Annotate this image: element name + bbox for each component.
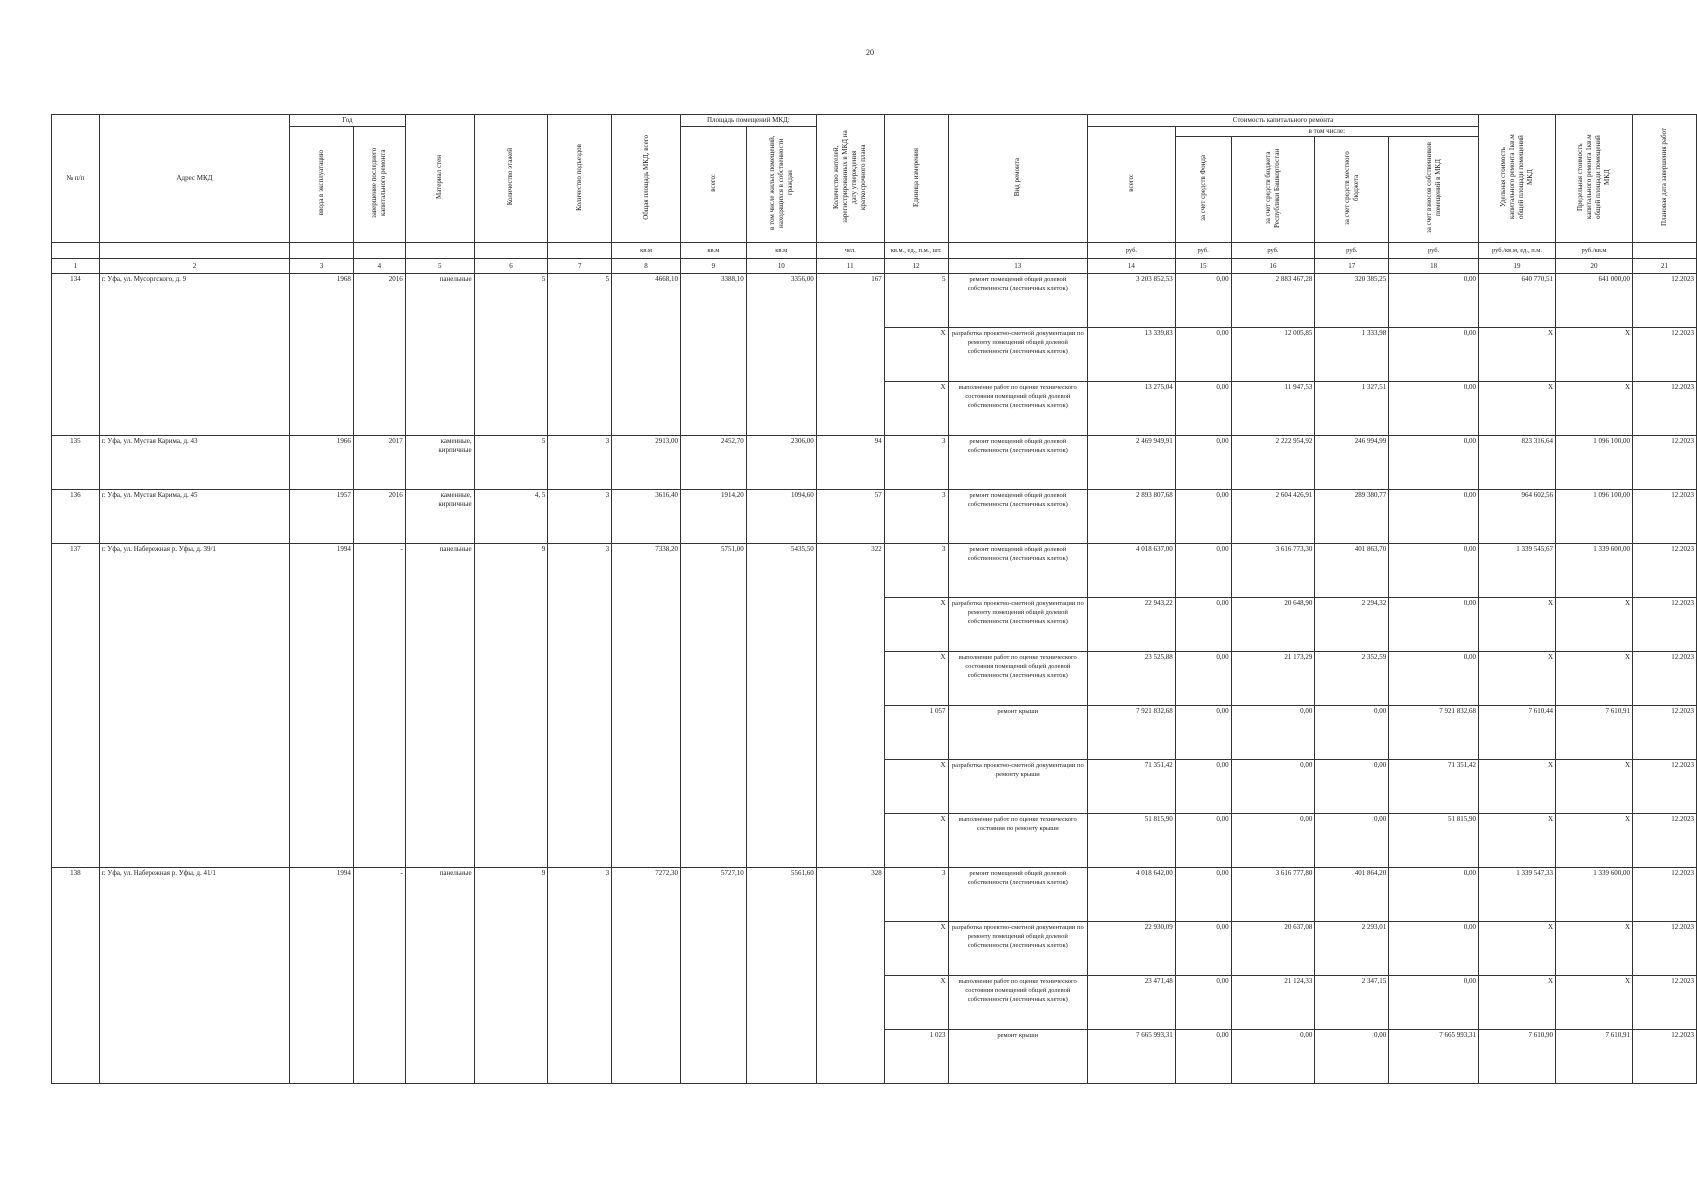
specific-cost-cell: Х bbox=[1479, 598, 1556, 652]
unit-cell: 3 bbox=[884, 544, 948, 598]
republic-budget-cell: 11 947,53 bbox=[1231, 382, 1315, 436]
unit-label: чел. bbox=[816, 243, 884, 259]
unit-label: кв.м bbox=[612, 243, 681, 259]
local-budget-cell: 0,00 bbox=[1315, 706, 1389, 760]
specific-cost-cell: Х bbox=[1479, 814, 1556, 868]
specific-cost-cell: Х bbox=[1479, 922, 1556, 976]
address-cell: г. Уфа, ул. Мустая Карима, д. 43 bbox=[99, 436, 289, 490]
max-cost-cell: 1 096 100,00 bbox=[1556, 490, 1633, 544]
owners-cell: 51 815,90 bbox=[1389, 814, 1479, 868]
cost-total-cell: 22 943,22 bbox=[1088, 598, 1176, 652]
column-number: 21 bbox=[1633, 259, 1697, 274]
floors-cell: 9 bbox=[474, 544, 548, 868]
unit-label: руб. bbox=[1315, 243, 1389, 259]
premises-total-cell: 5751,00 bbox=[680, 544, 746, 868]
cost-total-cell: 23 471,48 bbox=[1088, 976, 1176, 1030]
plan-date-cell: 12.2023 bbox=[1633, 598, 1697, 652]
work-type-cell: ремонт помещений общей долевой собственности (лестничных клеток) bbox=[948, 544, 1088, 598]
fund-cell: 0,00 bbox=[1175, 868, 1231, 922]
owners-cell: 0,00 bbox=[1389, 382, 1479, 436]
work-type-cell: ремонт крыши bbox=[948, 1030, 1088, 1084]
wall-material-cell: панельные bbox=[405, 868, 474, 1084]
local-budget-cell: 1 333,98 bbox=[1315, 328, 1389, 382]
wall-material-cell: каменные, кирпичные bbox=[405, 436, 474, 490]
header-cost-group: Стоимость капитального ремонта bbox=[1088, 115, 1479, 127]
commission-year-cell: 1966 bbox=[290, 436, 354, 490]
max-cost-cell: Х bbox=[1556, 976, 1633, 1030]
wall-material-cell: панельные bbox=[405, 544, 474, 868]
total-area-cell: 7338,20 bbox=[612, 544, 681, 868]
owners-cell: 0,00 bbox=[1389, 328, 1479, 382]
total-area-cell: 3616,40 bbox=[612, 490, 681, 544]
specific-cost-cell: 964 602,56 bbox=[1479, 490, 1556, 544]
address-cell: г. Уфа, ул. Набережная р. Уфы, д. 39/1 bbox=[99, 544, 289, 868]
plan-date-cell: 12.2023 bbox=[1633, 652, 1697, 706]
residents-cell: 328 bbox=[816, 868, 884, 1084]
residents-cell: 94 bbox=[816, 436, 884, 490]
column-number: 1 bbox=[52, 259, 100, 274]
commission-year-cell: 1994 bbox=[290, 544, 354, 868]
column-number: 17 bbox=[1315, 259, 1389, 274]
unit-cell: Х bbox=[884, 760, 948, 814]
total-area-cell: 2913,00 bbox=[612, 436, 681, 490]
premises-citizens-cell: 5561,60 bbox=[746, 868, 816, 1084]
specific-cost-cell: 640 770,51 bbox=[1479, 274, 1556, 328]
header-year-group: Год bbox=[290, 115, 406, 127]
address-cell: г. Уфа, ул. Мустая Карима, д. 45 bbox=[99, 490, 289, 544]
cost-total-cell: 2 469 949,91 bbox=[1088, 436, 1176, 490]
wall-material-cell: каменные, кирпичные bbox=[405, 490, 474, 544]
table-row bbox=[52, 544, 1697, 598]
unit-cell: Х bbox=[884, 382, 948, 436]
specific-cost-cell: Х bbox=[1479, 382, 1556, 436]
local-budget-cell: 0,00 bbox=[1315, 1030, 1389, 1084]
column-number: 2 bbox=[99, 259, 289, 274]
specific-cost-cell: 7 610,90 bbox=[1479, 1030, 1556, 1084]
unit-label: руб./кв.м bbox=[1556, 243, 1633, 259]
header-address: Адрес МКД bbox=[99, 115, 289, 243]
residents-cell: 57 bbox=[816, 490, 884, 544]
owners-cell: 0,00 bbox=[1389, 652, 1479, 706]
work-type-cell: ремонт помещений общей долевой собственности (лестничных клеток) bbox=[948, 490, 1088, 544]
max-cost-cell: 1 339 600,00 bbox=[1556, 868, 1633, 922]
row-number: 136 bbox=[52, 490, 100, 544]
work-type-cell: ремонт помещений общей долевой собственности (лестничных клеток) bbox=[948, 868, 1088, 922]
max-cost-cell: 641 000,00 bbox=[1556, 274, 1633, 328]
max-cost-cell: Х bbox=[1556, 760, 1633, 814]
premises-citizens-cell: 2306,00 bbox=[746, 436, 816, 490]
local-budget-cell: 2 347,15 bbox=[1315, 976, 1389, 1030]
republic-budget-cell: 12 005,85 bbox=[1231, 328, 1315, 382]
specific-cost-cell: Х bbox=[1479, 652, 1556, 706]
cost-total-cell: 71 351,42 bbox=[1088, 760, 1176, 814]
plan-date-cell: 12.2023 bbox=[1633, 814, 1697, 868]
local-budget-cell: 2 294,32 bbox=[1315, 598, 1389, 652]
column-number: 14 bbox=[1088, 259, 1176, 274]
cost-total-cell: 4 018 637,00 bbox=[1088, 544, 1176, 598]
specific-cost-cell: 1 339 547,33 bbox=[1479, 868, 1556, 922]
unit-cell: Х bbox=[884, 976, 948, 1030]
commission-year-cell: 1968 bbox=[290, 274, 354, 436]
last-repair-cell: 2017 bbox=[353, 436, 405, 490]
unit-cell: Х bbox=[884, 814, 948, 868]
entrances-cell: 3 bbox=[548, 868, 612, 1084]
specific-cost-cell: 1 339 545,67 bbox=[1479, 544, 1556, 598]
unit-cell: 3 bbox=[884, 436, 948, 490]
header-premises-citizens: в том числе жилых помещений, находящихся в собственности граждан bbox=[767, 135, 794, 231]
fund-cell: 0,00 bbox=[1175, 652, 1231, 706]
column-number: 20 bbox=[1556, 259, 1633, 274]
row-number: 135 bbox=[52, 436, 100, 490]
commission-year-cell: 1957 bbox=[290, 490, 354, 544]
fund-cell: 0,00 bbox=[1175, 1030, 1231, 1084]
header-max-cost: Предельная стоимость капитального ремонта 1кв.м общей площади помещений МКД bbox=[1576, 134, 1611, 220]
column-number: 9 bbox=[680, 259, 746, 274]
republic-budget-cell: 0,00 bbox=[1231, 1030, 1315, 1084]
unit-label: кв.м bbox=[680, 243, 746, 259]
header-last-repair-year: завершение последнего капитального ремонта bbox=[370, 147, 388, 219]
unit-cell: 5 bbox=[884, 274, 948, 328]
owners-cell: 0,00 bbox=[1389, 868, 1479, 922]
premises-citizens-cell: 1094,60 bbox=[746, 490, 816, 544]
republic-budget-cell: 20 637,08 bbox=[1231, 922, 1315, 976]
header-owners: за счет взносов собственников помещений в МКД bbox=[1424, 142, 1442, 234]
header-cost-total: всего: bbox=[1126, 174, 1135, 192]
fund-cell: 0,00 bbox=[1175, 976, 1231, 1030]
header-local-budget: за счет средств местного бюджета bbox=[1342, 151, 1360, 225]
unit-cell: Х bbox=[884, 328, 948, 382]
row-number: 137 bbox=[52, 544, 100, 868]
plan-date-cell: 12.2023 bbox=[1633, 922, 1697, 976]
unit-cell: 3 bbox=[884, 868, 948, 922]
header-floors: Количество этажей bbox=[506, 148, 515, 206]
fund-cell: 0,00 bbox=[1175, 274, 1231, 328]
residents-cell: 167 bbox=[816, 274, 884, 436]
fund-cell: 0,00 bbox=[1175, 544, 1231, 598]
plan-date-cell: 12.2023 bbox=[1633, 436, 1697, 490]
cost-total-cell: 23 525,88 bbox=[1088, 652, 1176, 706]
last-repair-cell: - bbox=[353, 868, 405, 1084]
republic-budget-cell: 0,00 bbox=[1231, 814, 1315, 868]
owners-cell: 0,00 bbox=[1389, 490, 1479, 544]
local-budget-cell: 401 864,20 bbox=[1315, 868, 1389, 922]
header-wall: Материал стен bbox=[435, 155, 444, 199]
column-number: 13 bbox=[948, 259, 1088, 274]
owners-cell: 7 921 832,68 bbox=[1389, 706, 1479, 760]
owners-cell: 71 351,42 bbox=[1389, 760, 1479, 814]
specific-cost-cell: Х bbox=[1479, 328, 1556, 382]
premises-total-cell: 1914,20 bbox=[680, 490, 746, 544]
header-including: в том числе: bbox=[1175, 127, 1478, 137]
address-cell: г. Уфа, ул. Набережная р. Уфы, д. 41/1 bbox=[99, 868, 289, 1084]
last-repair-cell: - bbox=[353, 544, 405, 868]
premises-citizens-cell: 3356,00 bbox=[746, 274, 816, 436]
header-premises-total: всего: bbox=[708, 174, 717, 192]
max-cost-cell: Х bbox=[1556, 814, 1633, 868]
column-number: 3 bbox=[290, 259, 354, 274]
fund-cell: 0,00 bbox=[1175, 760, 1231, 814]
column-number: 7 bbox=[548, 259, 612, 274]
plan-date-cell: 12.2023 bbox=[1633, 382, 1697, 436]
unit-label: кв.м., ед., п.м., шт. bbox=[884, 243, 948, 259]
specific-cost-cell: 7 610,44 bbox=[1479, 706, 1556, 760]
unit-cell: Х bbox=[884, 652, 948, 706]
column-number: 10 bbox=[746, 259, 816, 274]
max-cost-cell: Х bbox=[1556, 328, 1633, 382]
local-budget-cell: 0,00 bbox=[1315, 760, 1389, 814]
max-cost-cell: 7 610,91 bbox=[1556, 1030, 1633, 1084]
unit-cell: 3 bbox=[884, 490, 948, 544]
max-cost-cell: 7 610,91 bbox=[1556, 706, 1633, 760]
last-repair-cell: 2016 bbox=[353, 274, 405, 436]
unit-cell: Х bbox=[884, 922, 948, 976]
header-republic-budget: за счет средств бюджета Республики Башкортостан bbox=[1263, 148, 1281, 228]
floors-cell: 5 bbox=[474, 436, 548, 490]
local-budget-cell: 289 380,77 bbox=[1315, 490, 1389, 544]
column-number: 15 bbox=[1175, 259, 1231, 274]
premises-total-cell: 2452,70 bbox=[680, 436, 746, 490]
column-number: 5 bbox=[405, 259, 474, 274]
column-number: 19 bbox=[1479, 259, 1556, 274]
column-number: 6 bbox=[474, 259, 548, 274]
column-number: 16 bbox=[1231, 259, 1315, 274]
fund-cell: 0,00 bbox=[1175, 328, 1231, 382]
header-entrances: Количество подъездов bbox=[575, 143, 584, 211]
cost-total-cell: 51 815,90 bbox=[1088, 814, 1176, 868]
unit-label: кв.м bbox=[746, 243, 816, 259]
fund-cell: 0,00 bbox=[1175, 436, 1231, 490]
unit-label: руб. bbox=[1088, 243, 1176, 259]
column-number: 4 bbox=[353, 259, 405, 274]
wall-material-cell: панельные bbox=[405, 274, 474, 436]
entrances-cell: 3 bbox=[548, 544, 612, 868]
specific-cost-cell: Х bbox=[1479, 760, 1556, 814]
column-number: 11 bbox=[816, 259, 884, 274]
plan-date-cell: 12.2023 bbox=[1633, 274, 1697, 328]
fund-cell: 0,00 bbox=[1175, 922, 1231, 976]
cost-total-cell: 4 018 642,00 bbox=[1088, 868, 1176, 922]
header-total-area: Общая площадь МКД, всего bbox=[641, 134, 650, 220]
row-number: 134 bbox=[52, 274, 100, 436]
total-area-cell: 4668,10 bbox=[612, 274, 681, 436]
total-area-cell: 7272,30 bbox=[612, 868, 681, 1084]
entrances-cell: 5 bbox=[548, 274, 612, 436]
owners-cell: 0,00 bbox=[1389, 436, 1479, 490]
page-number: 20 bbox=[866, 48, 874, 57]
header-commission-year: ввода в эксплуатацию bbox=[316, 150, 325, 216]
fund-cell: 0,00 bbox=[1175, 382, 1231, 436]
table-row bbox=[52, 436, 1697, 490]
plan-date-cell: 12.2023 bbox=[1633, 544, 1697, 598]
header-residents: Количество жителей, зарегистрированных в МКД на дату утверждения краткосрочного плана bbox=[832, 130, 868, 224]
local-budget-cell: 1 327,51 bbox=[1315, 382, 1389, 436]
cost-total-cell: 13 339,83 bbox=[1088, 328, 1176, 382]
work-type-cell: разработка проектно-сметной документации по ремонту крыши bbox=[948, 760, 1088, 814]
plan-date-cell: 12.2023 bbox=[1633, 1030, 1697, 1084]
work-type-cell: ремонт помещений общей долевой собственности (лестничных клеток) bbox=[948, 436, 1088, 490]
plan-date-cell: 12.2023 bbox=[1633, 868, 1697, 922]
work-type-cell: разработка проектно-сметной документации по ремонту помещений общей долевой собственности (лестничных клеток) bbox=[948, 922, 1088, 976]
republic-budget-cell: 0,00 bbox=[1231, 706, 1315, 760]
republic-budget-cell: 3 616 773,30 bbox=[1231, 544, 1315, 598]
table-row bbox=[52, 274, 1697, 328]
owners-cell: 0,00 bbox=[1389, 544, 1479, 598]
unit-cell: 1 023 bbox=[884, 1030, 948, 1084]
owners-cell: 0,00 bbox=[1389, 922, 1479, 976]
plan-date-cell: 12.2023 bbox=[1633, 490, 1697, 544]
entrances-cell: 3 bbox=[548, 490, 612, 544]
table-row bbox=[52, 868, 1697, 922]
unit-label: руб. bbox=[1389, 243, 1479, 259]
entrances-cell: 3 bbox=[548, 436, 612, 490]
plan-date-cell: 12.2023 bbox=[1633, 760, 1697, 814]
local-budget-cell: 320 385,25 bbox=[1315, 274, 1389, 328]
plan-date-cell: 12.2023 bbox=[1633, 706, 1697, 760]
header-fund: за счет средств Фонда bbox=[1198, 155, 1207, 221]
commission-year-cell: 1994 bbox=[290, 868, 354, 1084]
work-type-cell: ремонт помещений общей долевой собственности (лестничных клеток) bbox=[948, 274, 1088, 328]
republic-budget-cell: 3 616 777,80 bbox=[1231, 868, 1315, 922]
work-type-cell: ремонт крыши bbox=[948, 706, 1088, 760]
plan-date-cell: 12.2023 bbox=[1633, 328, 1697, 382]
premises-total-cell: 3388,10 bbox=[680, 274, 746, 436]
max-cost-cell: 1 096 100,00 bbox=[1556, 436, 1633, 490]
republic-budget-cell: 0,00 bbox=[1231, 760, 1315, 814]
work-type-cell: выполнение работ по оценке технического состояния помещений общей долевой собственности (лестничных клеток) bbox=[948, 382, 1088, 436]
fund-cell: 0,00 bbox=[1175, 706, 1231, 760]
unit-cell: 1 057 bbox=[884, 706, 948, 760]
owners-cell: 7 665 993,31 bbox=[1389, 1030, 1479, 1084]
max-cost-cell: Х bbox=[1556, 382, 1633, 436]
republic-budget-cell: 2 883 467,28 bbox=[1231, 274, 1315, 328]
fund-cell: 0,00 bbox=[1175, 814, 1231, 868]
work-type-cell: выполнение работ по оценке технического состояния по ремонту крыши bbox=[948, 814, 1088, 868]
max-cost-cell: Х bbox=[1556, 922, 1633, 976]
cost-total-cell: 13 275,04 bbox=[1088, 382, 1176, 436]
residents-cell: 322 bbox=[816, 544, 884, 868]
owners-cell: 0,00 bbox=[1389, 274, 1479, 328]
cost-total-cell: 3 203 852,53 bbox=[1088, 274, 1176, 328]
floors-cell: 5 bbox=[474, 274, 548, 436]
max-cost-cell: 1 339 600,00 bbox=[1556, 544, 1633, 598]
floors-cell: 4, 5 bbox=[474, 490, 548, 544]
fund-cell: 0,00 bbox=[1175, 490, 1231, 544]
unit-cell: Х bbox=[884, 598, 948, 652]
specific-cost-cell: Х bbox=[1479, 976, 1556, 1030]
max-cost-cell: Х bbox=[1556, 598, 1633, 652]
republic-budget-cell: 20 648,90 bbox=[1231, 598, 1315, 652]
owners-cell: 0,00 bbox=[1389, 976, 1479, 1030]
work-type-cell: выполнение работ по оценке технического состояния помещений общей долевой собственности (лестничных клеток) bbox=[948, 652, 1088, 706]
local-budget-cell: 0,00 bbox=[1315, 814, 1389, 868]
header-premises-group: Площадь помещений МКД: bbox=[680, 115, 816, 127]
work-type-cell: разработка проектно-сметной документации по ремонту помещений общей долевой собственности (лестничных клеток) bbox=[948, 598, 1088, 652]
republic-budget-cell: 2 222 954,92 bbox=[1231, 436, 1315, 490]
local-budget-cell: 401 863,70 bbox=[1315, 544, 1389, 598]
cost-total-cell: 7 665 993,31 bbox=[1088, 1030, 1176, 1084]
header-num: № п/п bbox=[52, 115, 100, 243]
cost-total-cell: 2 893 807,68 bbox=[1088, 490, 1176, 544]
plan-date-cell: 12.2023 bbox=[1633, 976, 1697, 1030]
header-specific-cost: Удельная стоимость капитального ремонта 1кв.м общей площади помещений МКД bbox=[1499, 134, 1534, 220]
local-budget-cell: 246 994,99 bbox=[1315, 436, 1389, 490]
last-repair-cell: 2016 bbox=[353, 490, 405, 544]
specific-cost-cell: 823 316,64 bbox=[1479, 436, 1556, 490]
local-budget-cell: 2 293,01 bbox=[1315, 922, 1389, 976]
fund-cell: 0,00 bbox=[1175, 598, 1231, 652]
owners-cell: 0,00 bbox=[1389, 598, 1479, 652]
work-type-cell: разработка проектно-сметной документации по ремонту помещений общей долевой собственности (лестничных клеток) bbox=[948, 328, 1088, 382]
header-units: Единица измерения bbox=[911, 147, 920, 207]
republic-budget-cell: 21 173,29 bbox=[1231, 652, 1315, 706]
republic-budget-cell: 2 604 426,91 bbox=[1231, 490, 1315, 544]
max-cost-cell: Х bbox=[1556, 652, 1633, 706]
header-plan-date: Плановая дата завершения работ bbox=[1660, 127, 1668, 227]
cost-total-cell: 22 930,09 bbox=[1088, 922, 1176, 976]
repair-register-table bbox=[51, 114, 1697, 1084]
work-type-cell: выполнение работ по оценке технического состояния помещений общей долевой собственности (лестничных клеток) bbox=[948, 976, 1088, 1030]
floors-cell: 9 bbox=[474, 868, 548, 1084]
table-row bbox=[52, 490, 1697, 544]
column-number: 18 bbox=[1389, 259, 1479, 274]
premises-citizens-cell: 5435,50 bbox=[746, 544, 816, 868]
premises-total-cell: 5727,10 bbox=[680, 868, 746, 1084]
unit-label: руб. bbox=[1175, 243, 1231, 259]
header-work-type: Вид ремонта bbox=[1013, 157, 1022, 197]
address-cell: г. Уфа, ул. Мусоргского, д. 9 bbox=[99, 274, 289, 436]
column-number: 12 bbox=[884, 259, 948, 274]
unit-label: руб. bbox=[1231, 243, 1315, 259]
row-number: 138 bbox=[52, 868, 100, 1084]
republic-budget-cell: 21 124,33 bbox=[1231, 976, 1315, 1030]
local-budget-cell: 2 352,59 bbox=[1315, 652, 1389, 706]
column-number: 8 bbox=[612, 259, 681, 274]
unit-label: руб./кв.м, ед., п.м. bbox=[1479, 243, 1556, 259]
cost-total-cell: 7 921 832,68 bbox=[1088, 706, 1176, 760]
